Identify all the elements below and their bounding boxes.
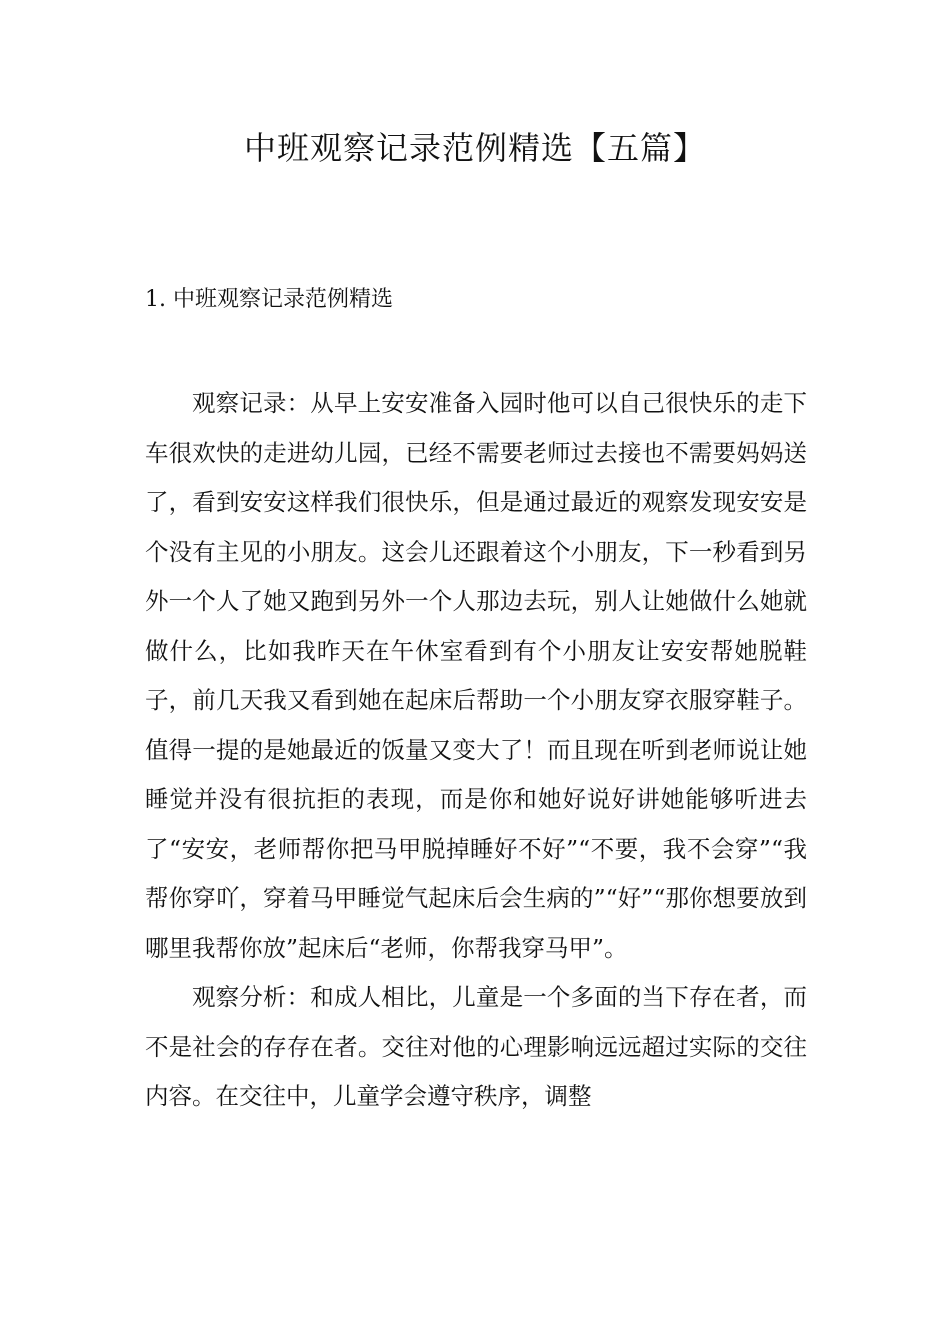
section-heading: 1. 中班观察记录范例精选 [145, 287, 393, 312]
document-body [145, 379, 807, 1122]
paragraph-observation-analysis: 观察分析：和成人相比，儿童是一个多面的当下存在者，而不是社会的存存在者。交往对他的心理影响远远超过实际的交往内容。在交往中，儿童学会遵守秩序，调整 [145, 983, 807, 1110]
paragraph-observation-record: 观察记录：从早上安安准备入园时他可以自己很快乐的走下车很欢快的走进幼儿园，已经不需要老师过去接也不需要妈妈送了，看到安安这样我们很快乐，但是通过最近的观察发现安安是个没有主见的小朋友。这会儿还跟着这个小朋友，下一秒看到另外一个人了她又跑到另外一个人那边去玩，别人让她做什么她就做什么，比如我昨天在午休室看到有个小朋友让安安帮她脱鞋子，前几天我又看到她在起床后帮助一个小朋友穿衣服穿鞋子。值得一提的是她最近的饭量又变大了！而且现在听到老师说让她睡觉并没有很抗拒的表现，而是你和她好说好讲她能够听进去了“安安，老师帮你把马甲脱掉睡好不好”“不要，我不会穿”“我帮你穿吖，穿着马甲睡觉气起床后会生病的”“好”“那你想要放到哪里我帮你放”起床后“老师，你帮我穿马甲”。 [145, 389, 807, 962]
document-title: 中班观察记录范例精选【五篇】 [243, 129, 706, 167]
